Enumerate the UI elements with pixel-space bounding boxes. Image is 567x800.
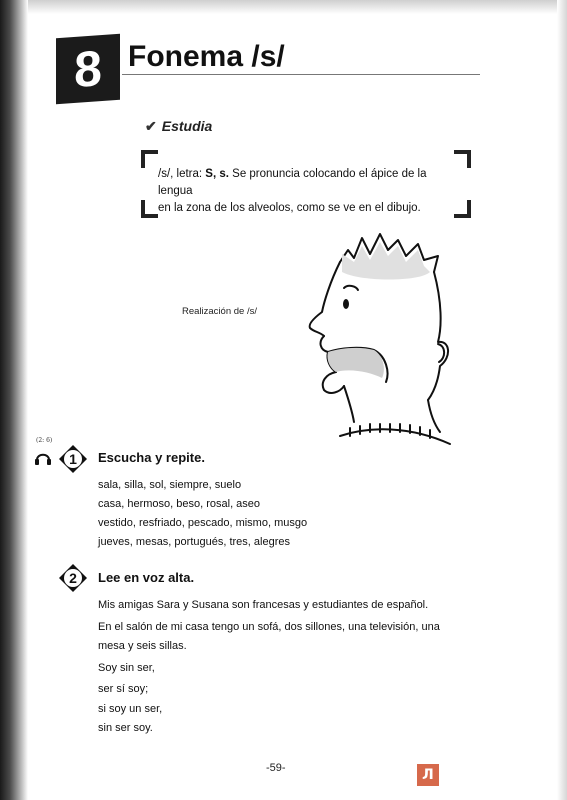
chapter-title: Fonema /s/ xyxy=(128,40,285,73)
exercise-2-title: Lee en voz alta. xyxy=(98,570,195,585)
exercise-2-line: ser sí soy; xyxy=(98,683,149,695)
exercise-1-line: sala, silla, sol, siempre, suelo xyxy=(98,479,242,491)
exercise-2-line: Soy sin ser, xyxy=(98,662,155,674)
definition-line-1 xyxy=(158,166,458,200)
exercise-2-line: En el salón de mi casa tengo un sofá, dos sillones, una televisión, una xyxy=(98,621,440,633)
audio-track-number: (2: 6) xyxy=(36,437,53,444)
headphones-icon xyxy=(34,448,52,466)
book-spine-shadow xyxy=(0,0,28,800)
definition-text xyxy=(158,166,458,217)
chapter-number: 8 xyxy=(74,40,102,98)
exercise-2-line: sin ser soy. xyxy=(98,722,153,734)
page-top-shadow xyxy=(0,0,567,14)
exercise-2-number: 2 xyxy=(69,570,77,586)
definition-line-2: en la zona de los alveolos, como se ve en el dibujo. xyxy=(158,202,421,214)
study-heading-label: Estudia xyxy=(161,118,213,134)
definition-prefix: /s/, letra: xyxy=(158,168,206,180)
exercise-2-line: Mis amigas Sara y Susana son francesas y estudiantes de español. xyxy=(98,599,429,611)
head-profile-illustration xyxy=(300,232,470,452)
figure-caption: Realización de /s/ xyxy=(182,306,257,317)
exercise-1-title: Escucha y repite. xyxy=(98,450,205,465)
checkmark-icon: ✔ xyxy=(145,118,157,134)
study-heading xyxy=(145,118,212,135)
definition-letters: S, s. xyxy=(205,168,229,180)
exercise-1-line: casa, hermoso, beso, rosal, aseo xyxy=(98,498,261,510)
exercise-2-line: mesa y seis sillas. xyxy=(98,640,187,652)
exercise-1-line: vestido, resfriado, pescado, mismo, musgo xyxy=(98,517,308,529)
chapter-number-box xyxy=(56,34,120,104)
definition-rest: Se pronuncia colocando el ápice de la lengua xyxy=(158,168,427,197)
title-underline xyxy=(122,74,480,75)
publisher-logo: Л xyxy=(417,764,439,786)
page-number: -59- xyxy=(266,762,286,774)
exercise-1-line: jueves, mesas, portugués, tres, alegres xyxy=(98,536,290,548)
exercise-1-number: 1 xyxy=(69,451,77,467)
page-edge-shadow xyxy=(557,0,567,800)
exercise-2-line: si soy un ser, xyxy=(98,703,163,715)
